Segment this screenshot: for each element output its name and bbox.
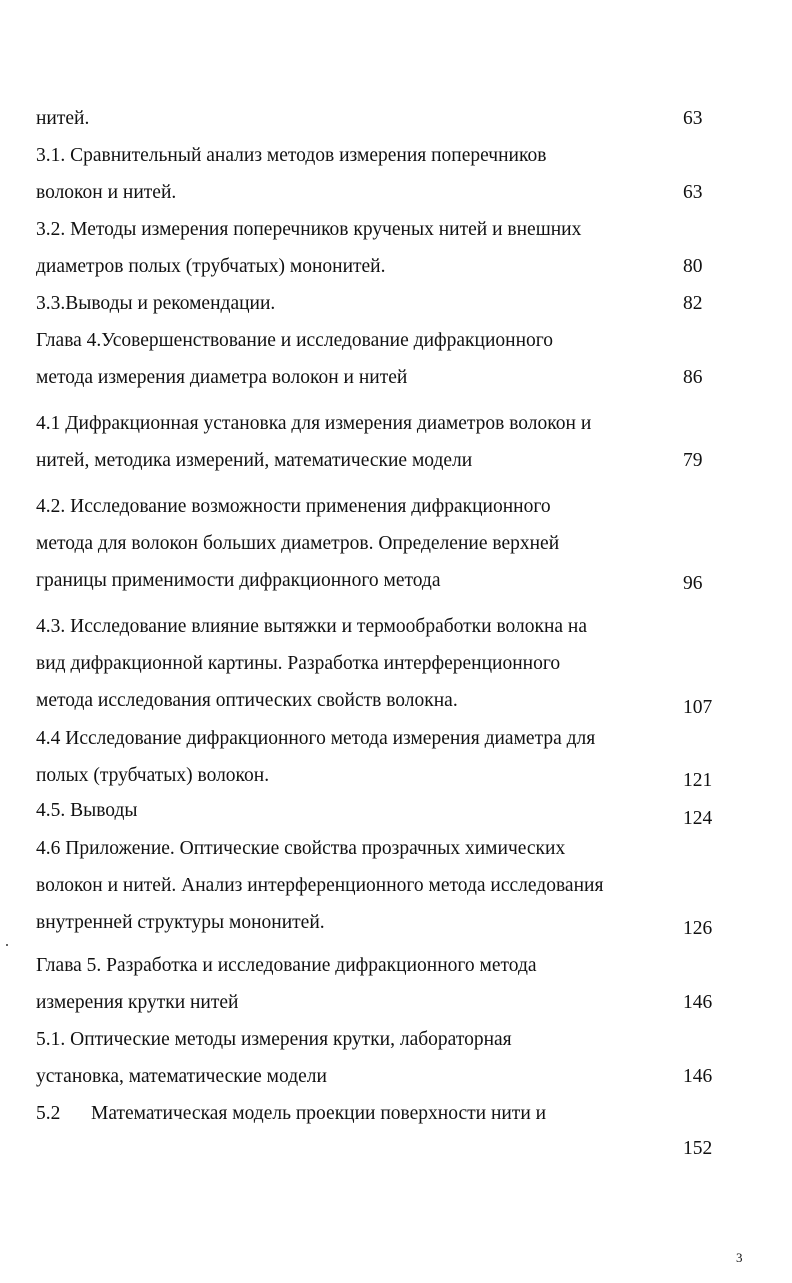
toc-line: 3.3.Выводы и рекомендации. xyxy=(36,293,276,314)
toc-page-number: 152 xyxy=(683,1138,713,1159)
toc-page-number: 124 xyxy=(683,808,713,829)
toc-line: 3.1. Сравнительный анализ методов измерения поперечников xyxy=(36,145,547,166)
toc-line: внутренней структуры мононитей. xyxy=(36,912,325,933)
toc-page-number: 79 xyxy=(683,450,703,471)
toc-page-number: 86 xyxy=(683,367,703,388)
toc-line: метода измерения диаметра волокон и нитей xyxy=(36,367,408,388)
toc-line: нитей. xyxy=(36,108,90,129)
toc-line: полых (трубчатых) волокон. xyxy=(36,765,270,786)
toc-line: диаметров полых (трубчатых) мононитей. xyxy=(36,256,386,277)
toc-page-number: 107 xyxy=(683,697,713,718)
toc-page-number: 146 xyxy=(683,1066,713,1087)
toc-line: 4.5. Выводы xyxy=(36,800,138,821)
toc-line: метода исследования оптических свойств волокна. xyxy=(36,690,458,711)
toc-page-number: 121 xyxy=(683,770,713,791)
toc-line: установка, математические модели xyxy=(36,1066,327,1087)
toc-line: 4.6 Приложение. Оптические свойства прозрачных химических xyxy=(36,838,566,859)
toc-line: 4.2. Исследование возможности применения дифракционного xyxy=(36,496,551,517)
toc-page-number: 126 xyxy=(683,918,713,939)
toc-line-text: Математическая модель проекции поверхности нити и xyxy=(91,1103,547,1124)
toc-line: 3.2. Методы измерения поперечников крученых нитей и внешних xyxy=(36,219,582,240)
toc-line: вид дифракционной картины. Разработка интерференционного xyxy=(36,653,561,674)
toc-line: 4.1 Дифракционная установка для измерения диаметров волокон и xyxy=(36,413,592,434)
toc-line: 4.4 Исследование дифракционного метода измерения диаметра для xyxy=(36,728,596,749)
toc-section-number: 5.2 xyxy=(36,1103,61,1124)
scan-artifact-dot xyxy=(6,944,8,946)
toc-line: измерения крутки нитей xyxy=(36,992,239,1013)
toc-line: волокон и нитей. Анализ интерференционного метода исследования xyxy=(36,875,604,896)
toc-page-number: 82 xyxy=(683,293,703,314)
toc-line: границы применимости дифракционного метода xyxy=(36,570,441,591)
toc-line xyxy=(36,1102,546,1126)
toc-line: Глава 4.Усовершенствование и исследование дифракционного xyxy=(36,330,554,351)
toc-line: Глава 5. Разработка и исследование дифракционного метода xyxy=(36,955,537,976)
toc-line: 4.3. Исследование влияние вытяжки и термообработки волокна на xyxy=(36,616,588,637)
toc-page-number: 146 xyxy=(683,992,713,1013)
toc-line: метода для волокон больших диаметров. Определение верхней xyxy=(36,533,560,554)
toc-line: 5.1. Оптические методы измерения крутки, лабораторная xyxy=(36,1029,512,1050)
page-number: 3 xyxy=(736,1250,743,1265)
toc-page-number: 63 xyxy=(683,108,703,129)
toc-page-number: 80 xyxy=(683,256,703,277)
toc-page-number: 63 xyxy=(683,182,703,203)
toc-line: нитей, методика измерений, математические модели xyxy=(36,450,473,471)
toc-line: волокон и нитей. xyxy=(36,182,177,203)
toc-page-number: 96 xyxy=(683,573,703,594)
